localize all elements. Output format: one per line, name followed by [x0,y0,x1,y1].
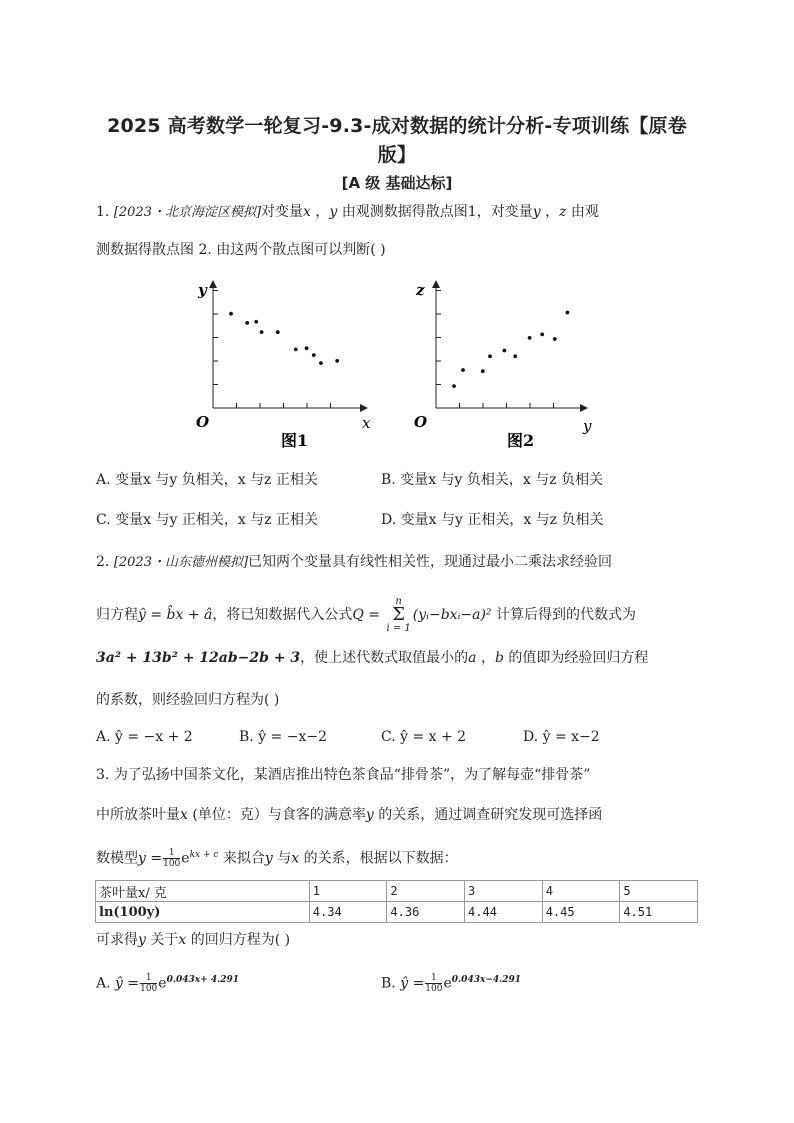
q2-Q: Q = [352,607,381,623]
data-table [95,880,698,923]
q3-var-x: x [180,807,188,823]
scatter-point [488,354,492,358]
scatter-point [312,353,316,357]
q2-line-2 [96,596,636,634]
figure-1 [196,280,371,450]
page-title [100,112,694,170]
scatter-point [254,320,258,324]
table-row-label-x: 茶叶量x/ 克 [96,881,310,902]
q2-var-a: a [468,650,477,666]
fig2-y-label: z [416,281,425,299]
fig2-origin: O [414,413,428,431]
scatter-point [540,333,544,337]
scatter-point [245,321,249,325]
q1-line-2: 测数据得散点图 2. 由这两个散点图可以判断( ) [96,242,386,258]
q3-option-b[interactable]: B. ŷ = $\frac{1}{100}$ $e^{0.043x-4.291}$ [381,973,522,995]
q1-var-y2: y [532,204,541,220]
q1-option-a[interactable]: A. 变量x 与y 负相关，x 与z 正相关 [96,472,318,488]
fig2-x-label: y [583,417,592,435]
scatter-point [229,312,233,316]
q1-var-x: x [303,204,311,220]
q1-text-a: 对变量 [261,204,304,220]
q1-var-y: y [329,204,338,220]
q1-text-c: 由观 [570,204,599,220]
scatter-point [335,359,339,363]
q2-var-b: b [494,650,504,666]
table-row: 茶叶量x/ 克 1 2 3 4 5 [96,881,698,902]
q2-text-e: ，使上述代数式取值最小的 [300,650,469,666]
figure-2 [414,280,592,450]
q2-option-a[interactable]: A. ŷ = −x + 2 [96,729,193,745]
q2-option-d[interactable]: D. ŷ = x−2 [523,729,600,745]
fig1-origin: O [196,413,210,431]
q2-option-c[interactable]: C. ŷ = x + 2 [381,729,467,745]
q1-option-c[interactable]: C. 变量x 与y 正相关，x 与z 正相关 [96,512,318,528]
scatter-point [553,337,557,341]
q2-text-b: 归方程 [96,607,138,623]
q2-line-1 [96,552,612,573]
scatter-point [319,361,323,365]
q2-text-a: 已知两个变量具有线性相关性，现通过最小二乘法求经验回 [248,554,613,570]
scatter-point [461,368,465,372]
fig1-x-label: x [362,414,371,432]
q3-number: 3. [96,767,110,783]
q2-text-c: ，将已知数据代入公式 [212,607,353,623]
fig2-caption: 图2 [507,431,535,450]
q3-model-exponent: kx + c [189,850,219,860]
scatter-point [528,336,532,340]
scatter-point [452,384,456,388]
q1-text-b: 由观测数据得散点图1，对变量 [341,204,533,220]
q3-model-lhs: y = [138,850,163,867]
q2-expression: 3a² + 13b² + 12ab−2b + 3 [96,650,301,666]
q3-after-table: 可求得y 关于x 的回归方程为( ) [96,932,291,948]
q3-line-1 [96,765,590,785]
fig1-y-label: y [198,281,207,299]
q1-line-1: 1. [2023・北京海淀区模拟]对变量x ，y 由观测数据得散点图1，对变量y ，z 由观 [96,204,599,220]
scatter-point [503,349,507,353]
section-heading: [A 级 基础达标] [341,174,453,192]
title-line-1: 2025 高考数学一轮复习-9.3-成对数据的统计分析-专项训练【原卷 [107,115,687,137]
scatter-point [294,347,298,351]
q1-number: 1. [96,204,110,220]
q1-source: [2023・北京海淀区模拟] [113,205,262,220]
q3-option-a[interactable]: A. ŷ = $\frac{1}{100}$ $e^{0.043x+ 4.291}$ [96,973,239,995]
q2-text-d: 计算后得到的代数式为 [496,607,636,623]
q3-model-fraction: $\frac{1}{100}$ [163,848,181,870]
q3-line-2: 中所放茶叶量x (单位：克）与食客的满意率y 的关系，通过调查研究发现可选择函 [96,807,603,823]
title-line-2: 版】 [377,144,417,166]
q3-text-a: 为了弘扬中国茶文化，某酒店推出特色茶食品“排骨茶”，为了解每壶“排骨茶” [113,767,591,783]
q2-line-3: 3a² + 13b² + 12ab−2b + 3，使上述代数式取值最小的a ，b 的值即为经验回归方程 [96,650,649,666]
table-row-label-ln: ln(100y) [96,902,310,923]
q2-summand: (yᵢ−bxᵢ−a)² [412,607,492,623]
q2-option-b[interactable]: B. ŷ = −x−2 [239,729,327,745]
scatter-point [481,369,485,373]
q1-sep: ， [315,204,330,220]
q1-option-b[interactable]: B. 变量x 与y 负相关，x 与z 负相关 [381,472,604,488]
q2-source: [2023・山东德州模拟] [113,555,249,570]
scatter-figures [190,275,610,450]
q2-summation: n Σ i = 1 [386,596,411,634]
fig1-caption: 图1 [281,431,309,450]
scatter-point [305,346,309,350]
q2-line-4: 的系数，则经验回归方程为( ) [96,692,280,708]
scatter-point [513,354,517,358]
scatter-point [260,330,264,334]
table-row: ln(100y) 4.34 4.36 4.44 4.45 4.51 [96,902,698,923]
q3-var-y: y [365,807,374,823]
q3-line-3: 数模型y = $\frac{1}{100}$ $e^{kx + c}$ 来拟合y 与x 的关系，根据以下数据： [96,848,458,870]
q1-var-z: z [559,204,567,220]
scatter-point [566,311,570,315]
q1-option-d[interactable]: D. 变量x 与y 正相关，x 与z 负相关 [381,512,604,528]
q2-number: 2. [96,554,110,570]
scatter-point [276,330,280,334]
q2-equation: ŷ = b̂x + â [138,607,213,623]
q2-text-f: 的值即为经验回归方程 [508,650,649,666]
